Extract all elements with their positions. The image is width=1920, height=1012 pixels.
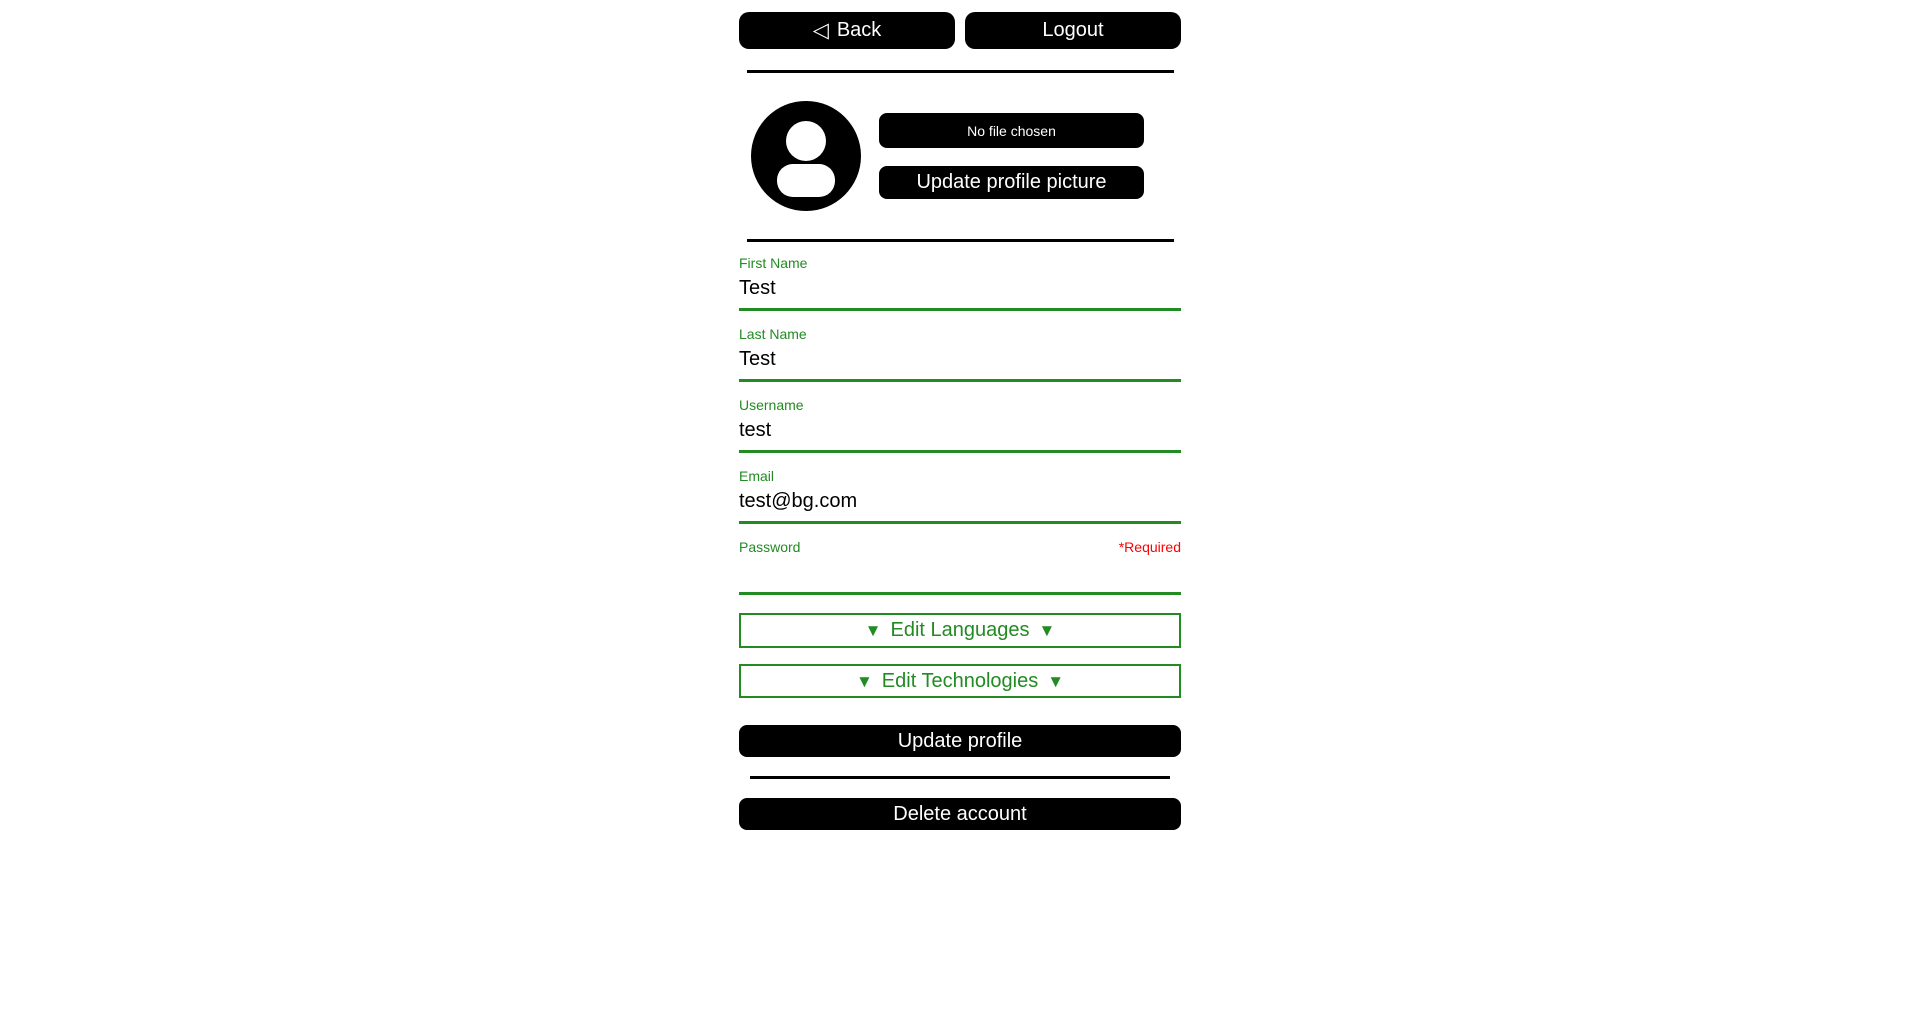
- edit-languages-button[interactable]: [739, 613, 1181, 648]
- last-name-label: Last Name: [739, 326, 807, 342]
- file-input-button[interactable]: [879, 113, 1144, 148]
- chevron-down-icon: ▼: [864, 621, 882, 640]
- edit-technologies-button[interactable]: [739, 664, 1181, 698]
- chevron-down-icon: ▼: [855, 671, 873, 691]
- edit-languages-label: Edit Languages: [890, 619, 1030, 641]
- logout-button-label: Logout: [1042, 19, 1104, 41]
- topbar: [739, 12, 1181, 49]
- username-label: Username: [739, 397, 804, 413]
- email-input[interactable]: [739, 484, 1181, 524]
- update-profile-label: Update profile: [897, 729, 1023, 752]
- divider-top: [747, 70, 1174, 73]
- back-button[interactable]: [739, 12, 955, 49]
- chevron-down-icon: ▼: [1047, 671, 1065, 691]
- profile-form: [739, 255, 1181, 757]
- field-last-name: [739, 326, 1181, 382]
- password-label: Password: [739, 539, 801, 555]
- update-picture-button[interactable]: [879, 166, 1144, 199]
- required-badge: *Required: [1118, 539, 1181, 555]
- chevron-down-icon: ▼: [1038, 621, 1056, 640]
- profile-page: [739, 0, 1181, 830]
- back-button-label: Back: [836, 19, 882, 41]
- divider-danger: [750, 776, 1170, 779]
- field-first-name: [739, 255, 1181, 311]
- file-input-status: No file chosen: [967, 122, 1056, 139]
- password-input[interactable]: [739, 555, 1181, 595]
- username-input[interactable]: [739, 413, 1181, 453]
- picture-section: [739, 101, 1181, 211]
- first-name-input[interactable]: [739, 271, 1181, 311]
- edit-technologies-label: Edit Technologies: [881, 669, 1039, 692]
- logout-button[interactable]: [965, 12, 1181, 49]
- email-label: Email: [739, 468, 775, 484]
- delete-account-label: Delete account: [893, 802, 1027, 825]
- picture-buttons: [879, 113, 1144, 199]
- divider-avatar: [747, 239, 1174, 242]
- delete-account-button[interactable]: [739, 798, 1181, 830]
- account-circle-icon: [751, 101, 861, 211]
- update-picture-label: Update profile picture: [916, 171, 1107, 193]
- avatar: [751, 101, 861, 211]
- update-profile-button[interactable]: [739, 725, 1181, 757]
- first-name-label: First Name: [739, 255, 808, 271]
- last-name-input[interactable]: [739, 342, 1181, 382]
- field-password: [739, 539, 1181, 595]
- field-username: [739, 397, 1181, 453]
- back-arrow-icon: ◁: [812, 19, 829, 42]
- field-email: [739, 468, 1181, 524]
